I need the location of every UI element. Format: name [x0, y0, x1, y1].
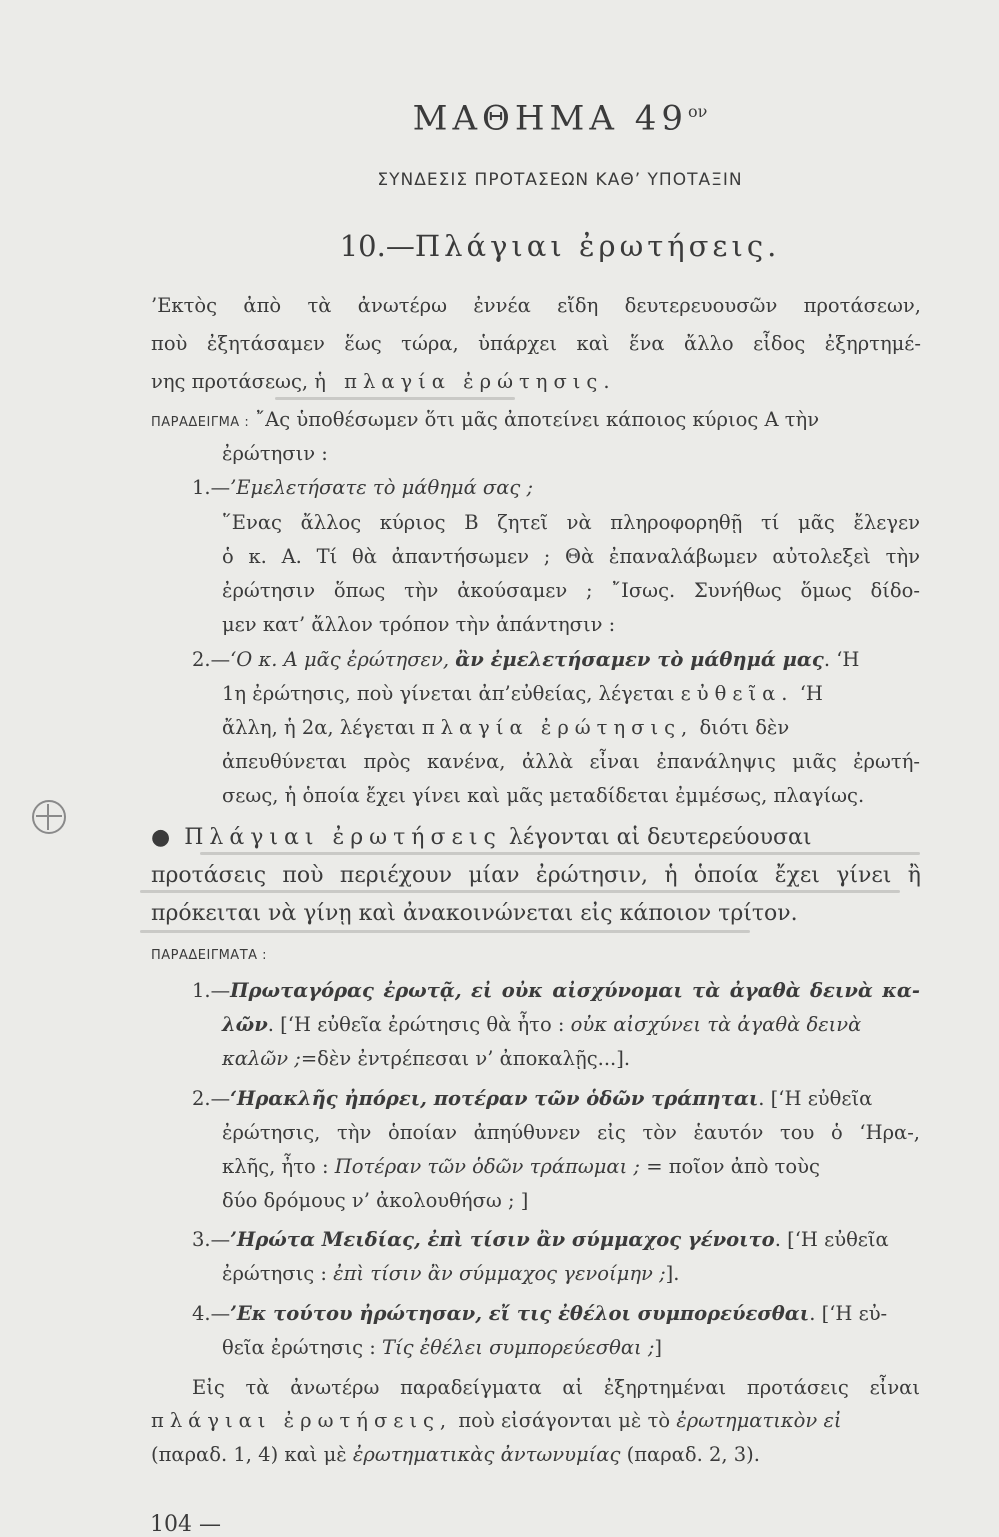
text: . [‘Η εὐθεῖα ἐρώτησις θὰ ἦτο :	[267, 1013, 565, 1036]
text: θεῖα ἐρώτησις :	[222, 1336, 376, 1359]
title-superscript: ον	[687, 102, 708, 121]
example-item-2	[222, 1155, 820, 1179]
example-item-4	[222, 1336, 662, 1360]
example-1-text: ’Εμελετήσατε τὸ μάθημά σας ;	[230, 476, 534, 499]
item-number: 2.—	[192, 1087, 231, 1110]
explanation-line	[222, 682, 823, 706]
section-heading	[0, 228, 999, 264]
explanation-line: μεν κατ’ ἄλλον τρόπον τὴν ἀπάντησιν :	[222, 613, 616, 636]
text: ἐρώτησις :	[222, 1262, 327, 1285]
text: ποὺ εἰσάγονται μὲ τὸ	[458, 1409, 671, 1432]
example-line-2: ἐρώτησιν :	[222, 442, 328, 465]
italic-text: ἐπὶ τίσιν ἂν σύμμαχος γενοίμην ;	[333, 1262, 666, 1285]
example-item-2	[192, 1087, 872, 1111]
example-2-text: ‘Ο κ. Α μᾶς ἐρώτησεν,	[230, 648, 450, 671]
explanation-line	[222, 716, 920, 740]
conclusion-line-3	[151, 1443, 760, 1467]
text: κλῆς, ἦτο :	[222, 1155, 329, 1178]
text: ].	[665, 1262, 680, 1285]
lesson-title	[0, 92, 999, 138]
bold-text: Πρωταγόρας ἐρωτᾷ, εἰ οὐκ αἰσχύνομαι τὰ ἀγαθὰ δεινὰ κα-	[230, 979, 920, 1002]
example-item-4	[192, 1302, 887, 1326]
italic-text: ἐρωτηματικὸν εἰ	[676, 1409, 842, 1432]
intro-line-1: ’Εκτὸς ἀπὸ τὰ ἀνωτέρω ἐννέα εἴδη δευτερευουσῶν προτάσεων,	[151, 294, 921, 317]
lesson-subtitle: ΣΥΝΔΕΣΙΣ ΠΡΟΤΑΣΕΩΝ ΚΑΘ’ ΥΠΟΤΑΞΙΝ	[377, 170, 743, 190]
term-eutheia: εὐθεῖα.	[680, 682, 794, 705]
text: =δὲν ἐντρέπεσαι ν’ ἀποκαλῇς...].	[300, 1047, 631, 1070]
example-text: ῎Ας ὑποθέσωμεν ὅτι μᾶς ἀποτείνει κάποιος κύριος Α τὴν	[255, 408, 820, 431]
heading-text: Πλάγιαι ἐρωτήσεις.	[414, 229, 781, 263]
italic-text: Ποτέραν τῶν ὁδῶν τράπωμαι ;	[334, 1155, 640, 1178]
heading-number: 10.—	[339, 229, 415, 263]
example-1	[192, 476, 533, 500]
example-item-1	[222, 1013, 920, 1037]
bold-text: λῶν	[222, 1013, 268, 1036]
item-number: 1.—	[192, 476, 231, 499]
library-stamp	[32, 800, 66, 834]
text: . [‘Η εὐθεῖα	[758, 1087, 873, 1110]
example-item-2: ἐρώτησις, τὴν ὁποίαν ἀπηύθυνεν εἰς τὸν ἑαυτόν του ὁ ‘Ηρα-,	[222, 1121, 920, 1144]
text: λέγονται αἱ δευτερεύουσαι	[508, 825, 812, 850]
example-2	[192, 648, 859, 672]
intro-text: νης προτάσεως,	[151, 370, 309, 393]
term-plagiai: πλάγιαι ἐρωτήσεις,	[151, 1409, 453, 1432]
text: . [‘Η εὐθεῖα	[774, 1228, 889, 1251]
example-2-bold: ἂν ἐμελετήσαμεν τὸ μάθημά μας	[455, 648, 824, 671]
item-number: 1.—	[192, 979, 231, 1002]
title-text: ΜΑΘΗΜΑ 49	[412, 98, 688, 139]
bold-text: ’Εκ τούτου ἠρώτησαν, εἴ τις ἐθέλοι συμπορεύεσθαι	[230, 1302, 810, 1325]
text: = ποῖον ἀπὸ τοὺς	[646, 1155, 820, 1178]
italic-text: ἐρωτηματικὰς ἀντωνυμίας	[352, 1443, 621, 1466]
example-2-tail: . ‘Η	[823, 648, 860, 671]
item-number: 4.—	[192, 1302, 231, 1325]
explanation-line: ῞Ενας ἄλλος κύριος Β ζητεῖ νὰ πληροφορηθῇ τί μᾶς ἔλεγεν	[222, 511, 920, 534]
pencil-underline	[275, 397, 515, 400]
page-number: 104 —	[150, 1512, 221, 1537]
conclusion-line-1: Εἰς τὰ ἀνωτέρω παραδείγματα αἱ ἐξηρτημέναι προτάσεις εἶναι	[192, 1376, 920, 1399]
bullet-icon: ●	[151, 825, 171, 850]
rule-line-1	[151, 824, 921, 852]
text: (παραδ. 2, 3).	[626, 1443, 760, 1466]
bold-text: ’Ηρώτα Μειδίας, ἐπὶ τίσιν ἂν σύμμαχος γένοιτο	[230, 1228, 775, 1251]
examples-label: ΠΑΡΑΔΕΙΓΜΑΤΑ :	[151, 948, 268, 963]
example-item-1	[222, 1047, 630, 1071]
term-plagia: πλαγία ἐρώτησις,	[421, 716, 694, 739]
rule-line-2: προτάσεις ποὺ περιέχουν μίαν ἐρώτησιν, ἡ ὁποία ἔχει γίνει ἢ	[151, 863, 921, 888]
example-intro	[151, 408, 921, 435]
italic-text: οὐκ αἰσχύνει τὰ ἀγαθὰ δεινὰ	[570, 1013, 862, 1036]
italic-text: Τίς ἐθέλει συμπορεύεσθαι ;	[382, 1336, 655, 1359]
text: (παραδ. 1, 4) καὶ μὲ	[151, 1443, 347, 1466]
text: διότι δὲν	[699, 716, 790, 739]
item-number: 2.—	[192, 648, 231, 671]
text: ἄλλη, ἡ 2α, λέγεται	[222, 716, 416, 739]
explanation-line: ἐρώτησιν ὅπως τὴν ἀκούσαμεν ; ῎Ισως. Συνήθως ὅμως δίδο-	[222, 579, 920, 602]
intro-line-2: ποὺ ἐξητάσαμεν ἕως τώρα, ὑπάρχει καὶ ἕνα ἄλλο εἶδος ἐξηρτημέ-	[151, 332, 921, 355]
example-item-1	[192, 979, 920, 1003]
item-number: 3.—	[192, 1228, 231, 1251]
text: ]	[654, 1336, 663, 1359]
explanation-line: ἀπευθύνεται πρὸς κανένα, ἀλλὰ εἶναι ἐπανάληψις μιᾶς ἐρωτή-	[222, 750, 920, 773]
example-item-3	[222, 1262, 679, 1286]
pencil-underline	[200, 852, 920, 855]
italic-text: καλῶν ;	[222, 1047, 301, 1070]
conclusion-line-2	[151, 1409, 921, 1433]
example-item-2: δύο δρόμους ν’ ἀκολουθήσω ; ]	[222, 1189, 529, 1212]
rule-term: Πλάγιαι ἐρωτήσεις	[184, 825, 502, 850]
text: ‘Η	[799, 682, 823, 705]
explanation-line: σεως, ἡ ὁποία ἔχει γίνει καὶ μᾶς μεταδίδεται ἐμμέσως, πλαγίως.	[222, 784, 865, 807]
explanation-line: ὁ κ. Α. Τί θὰ ἀπαντήσωμεν ; Θὰ ἐπαναλάβωμεν αὐτολεξεὶ τὴν	[222, 545, 920, 568]
text: . [‘Η εὐ-	[809, 1302, 888, 1325]
pencil-underline	[140, 930, 750, 933]
pencil-underline	[140, 890, 900, 893]
bold-text: ‘Ηρακλῆς ἠπόρει, ποτέραν τῶν ὁδῶν τράπηται	[230, 1087, 759, 1110]
text: 1η ἐρώτησις, ποὺ γίνεται ἀπ’εὐθείας, λέγεται	[222, 682, 675, 705]
term-plagia-erotisis: ἡ πλαγία ἐρώτησις.	[314, 370, 616, 393]
example-label: ΠΑΡΑΔΕΙΓΜΑ :	[151, 415, 250, 430]
example-item-3	[192, 1228, 889, 1252]
intro-line-3	[151, 370, 616, 394]
rule-line-3: πρόκειται νὰ γίνῃ καὶ ἀνακοινώνεται εἰς κάποιον τρίτον.	[151, 901, 798, 926]
